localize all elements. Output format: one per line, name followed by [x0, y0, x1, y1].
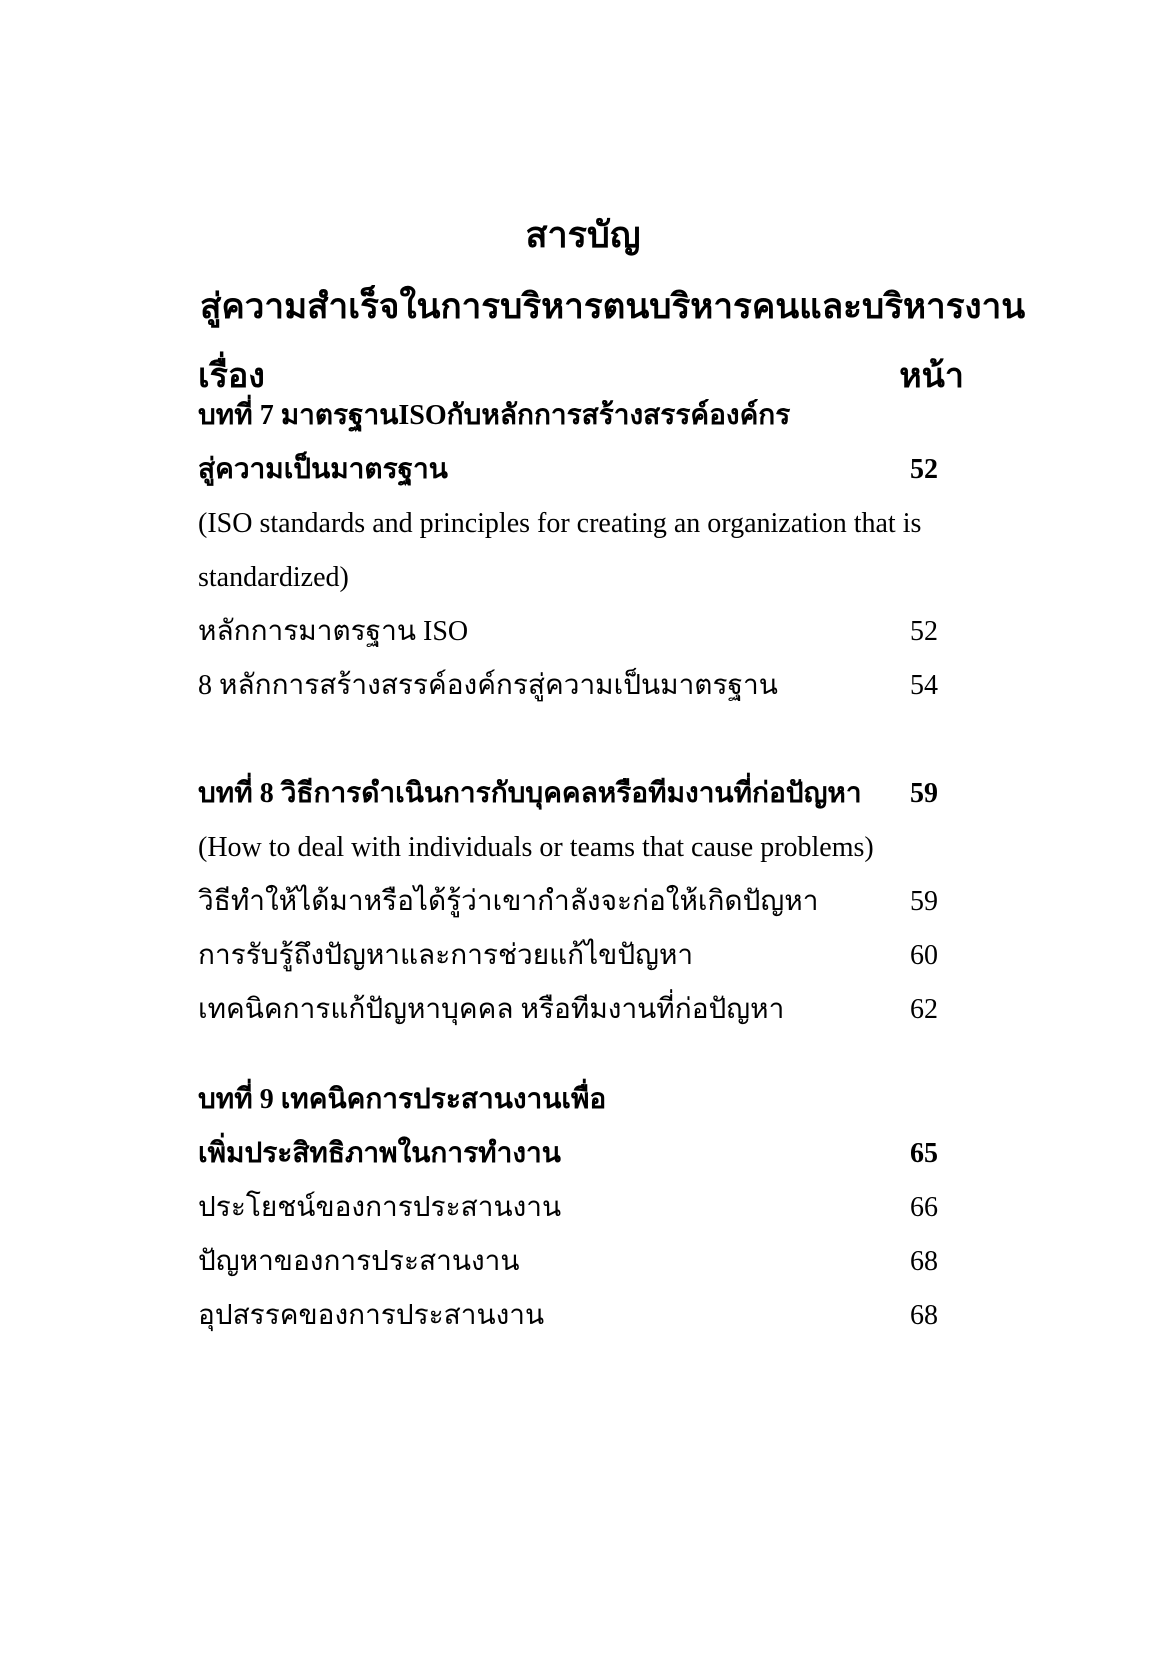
toc-entry-page: 65: [910, 1138, 938, 1169]
toc-entry-page: 52: [910, 454, 938, 485]
toc-entry-text: ประโยชน์ของการประสานงาน: [198, 1192, 562, 1223]
toc-entry-page: 60: [910, 940, 938, 971]
toc-entry-page: 54: [910, 670, 938, 701]
toc-entry-page: 66: [910, 1192, 938, 1223]
toc-entry-text: เพิ่มประสิทธิภาพในการทำงาน: [198, 1138, 561, 1169]
toc-entry: [198, 396, 946, 436]
topic-column-label: เรื่อง: [198, 358, 265, 395]
toc-entry-text: สู่ความเป็นมาตรฐาน: [198, 454, 448, 485]
toc-entry-page: 59: [910, 778, 938, 809]
toc-entry-text: การรับรู้ถึงปัญหาและการช่วยแก้ไขปัญหา: [198, 940, 694, 971]
page-title: สารบัญ: [525, 215, 641, 255]
toc-entry: [198, 1296, 946, 1336]
toc-entry: [198, 1080, 946, 1120]
toc-entry: [198, 828, 946, 868]
page-column-label: หน้า: [899, 358, 964, 395]
toc-entry-page: 62: [910, 994, 938, 1025]
toc-entry-text: standardized): [198, 562, 349, 593]
book-title: สู่ความสำเร็จในการบริหารตนบริหารคนและบริหารงาน: [200, 287, 1026, 326]
toc-entry-text: อุปสรรคของการประสานงาน: [198, 1300, 545, 1331]
toc-entry-text: เทคนิคการแก้ปัญหาบุคคล หรือทีมงานที่ก่อปัญหา: [198, 994, 785, 1025]
toc-entry-page: 68: [910, 1246, 938, 1277]
toc-entry: [198, 1134, 946, 1174]
toc-entry: [198, 1188, 946, 1228]
toc-entry-text: (ISO standards and principles for creating an organization that is: [198, 508, 922, 539]
toc-entry: [198, 990, 946, 1030]
toc-entry: [198, 666, 946, 706]
toc-entry: [198, 558, 946, 598]
toc-entry: [198, 882, 946, 922]
toc-entry-page: 68: [910, 1300, 938, 1331]
toc-entry-text: ปัญหาของการประสานงาน: [198, 1246, 520, 1277]
toc-entry: [198, 1242, 946, 1282]
toc-entry-text: บทที่ 9 เทคนิคการประสานงานเพื่อ: [198, 1084, 607, 1115]
toc-entry-text: 8 หลักการสร้างสรรค์องค์กรสู่ความเป็นมาตรฐาน: [198, 670, 778, 701]
toc-entry-text: บทที่ 8 วิธีการดำเนินการกับบุคคลหรือทีมงานที่ก่อปัญหา: [198, 778, 862, 809]
toc-entry: [198, 450, 946, 490]
toc-entry-text: (How to deal with individuals or teams that cause problems): [198, 832, 874, 863]
toc-entry: [198, 612, 946, 652]
toc-entry-page: 52: [910, 616, 938, 647]
toc-entry: [198, 936, 946, 976]
toc-entry-text: บทที่ 7 มาตรฐานISOกับหลักการสร้างสรรค์องค์กร: [198, 400, 791, 431]
toc-entry-text: วิธีทำให้ได้มาหรือได้รู้ว่าเขากำลังจะก่อให้เกิดปัญหา: [198, 886, 819, 917]
toc-entry-text: หลักการมาตรฐาน ISO: [198, 616, 469, 647]
toc-entry: [198, 774, 946, 814]
toc-entry: [198, 504, 946, 544]
toc-header: [198, 352, 964, 402]
toc-entry-page: 59: [910, 886, 938, 917]
